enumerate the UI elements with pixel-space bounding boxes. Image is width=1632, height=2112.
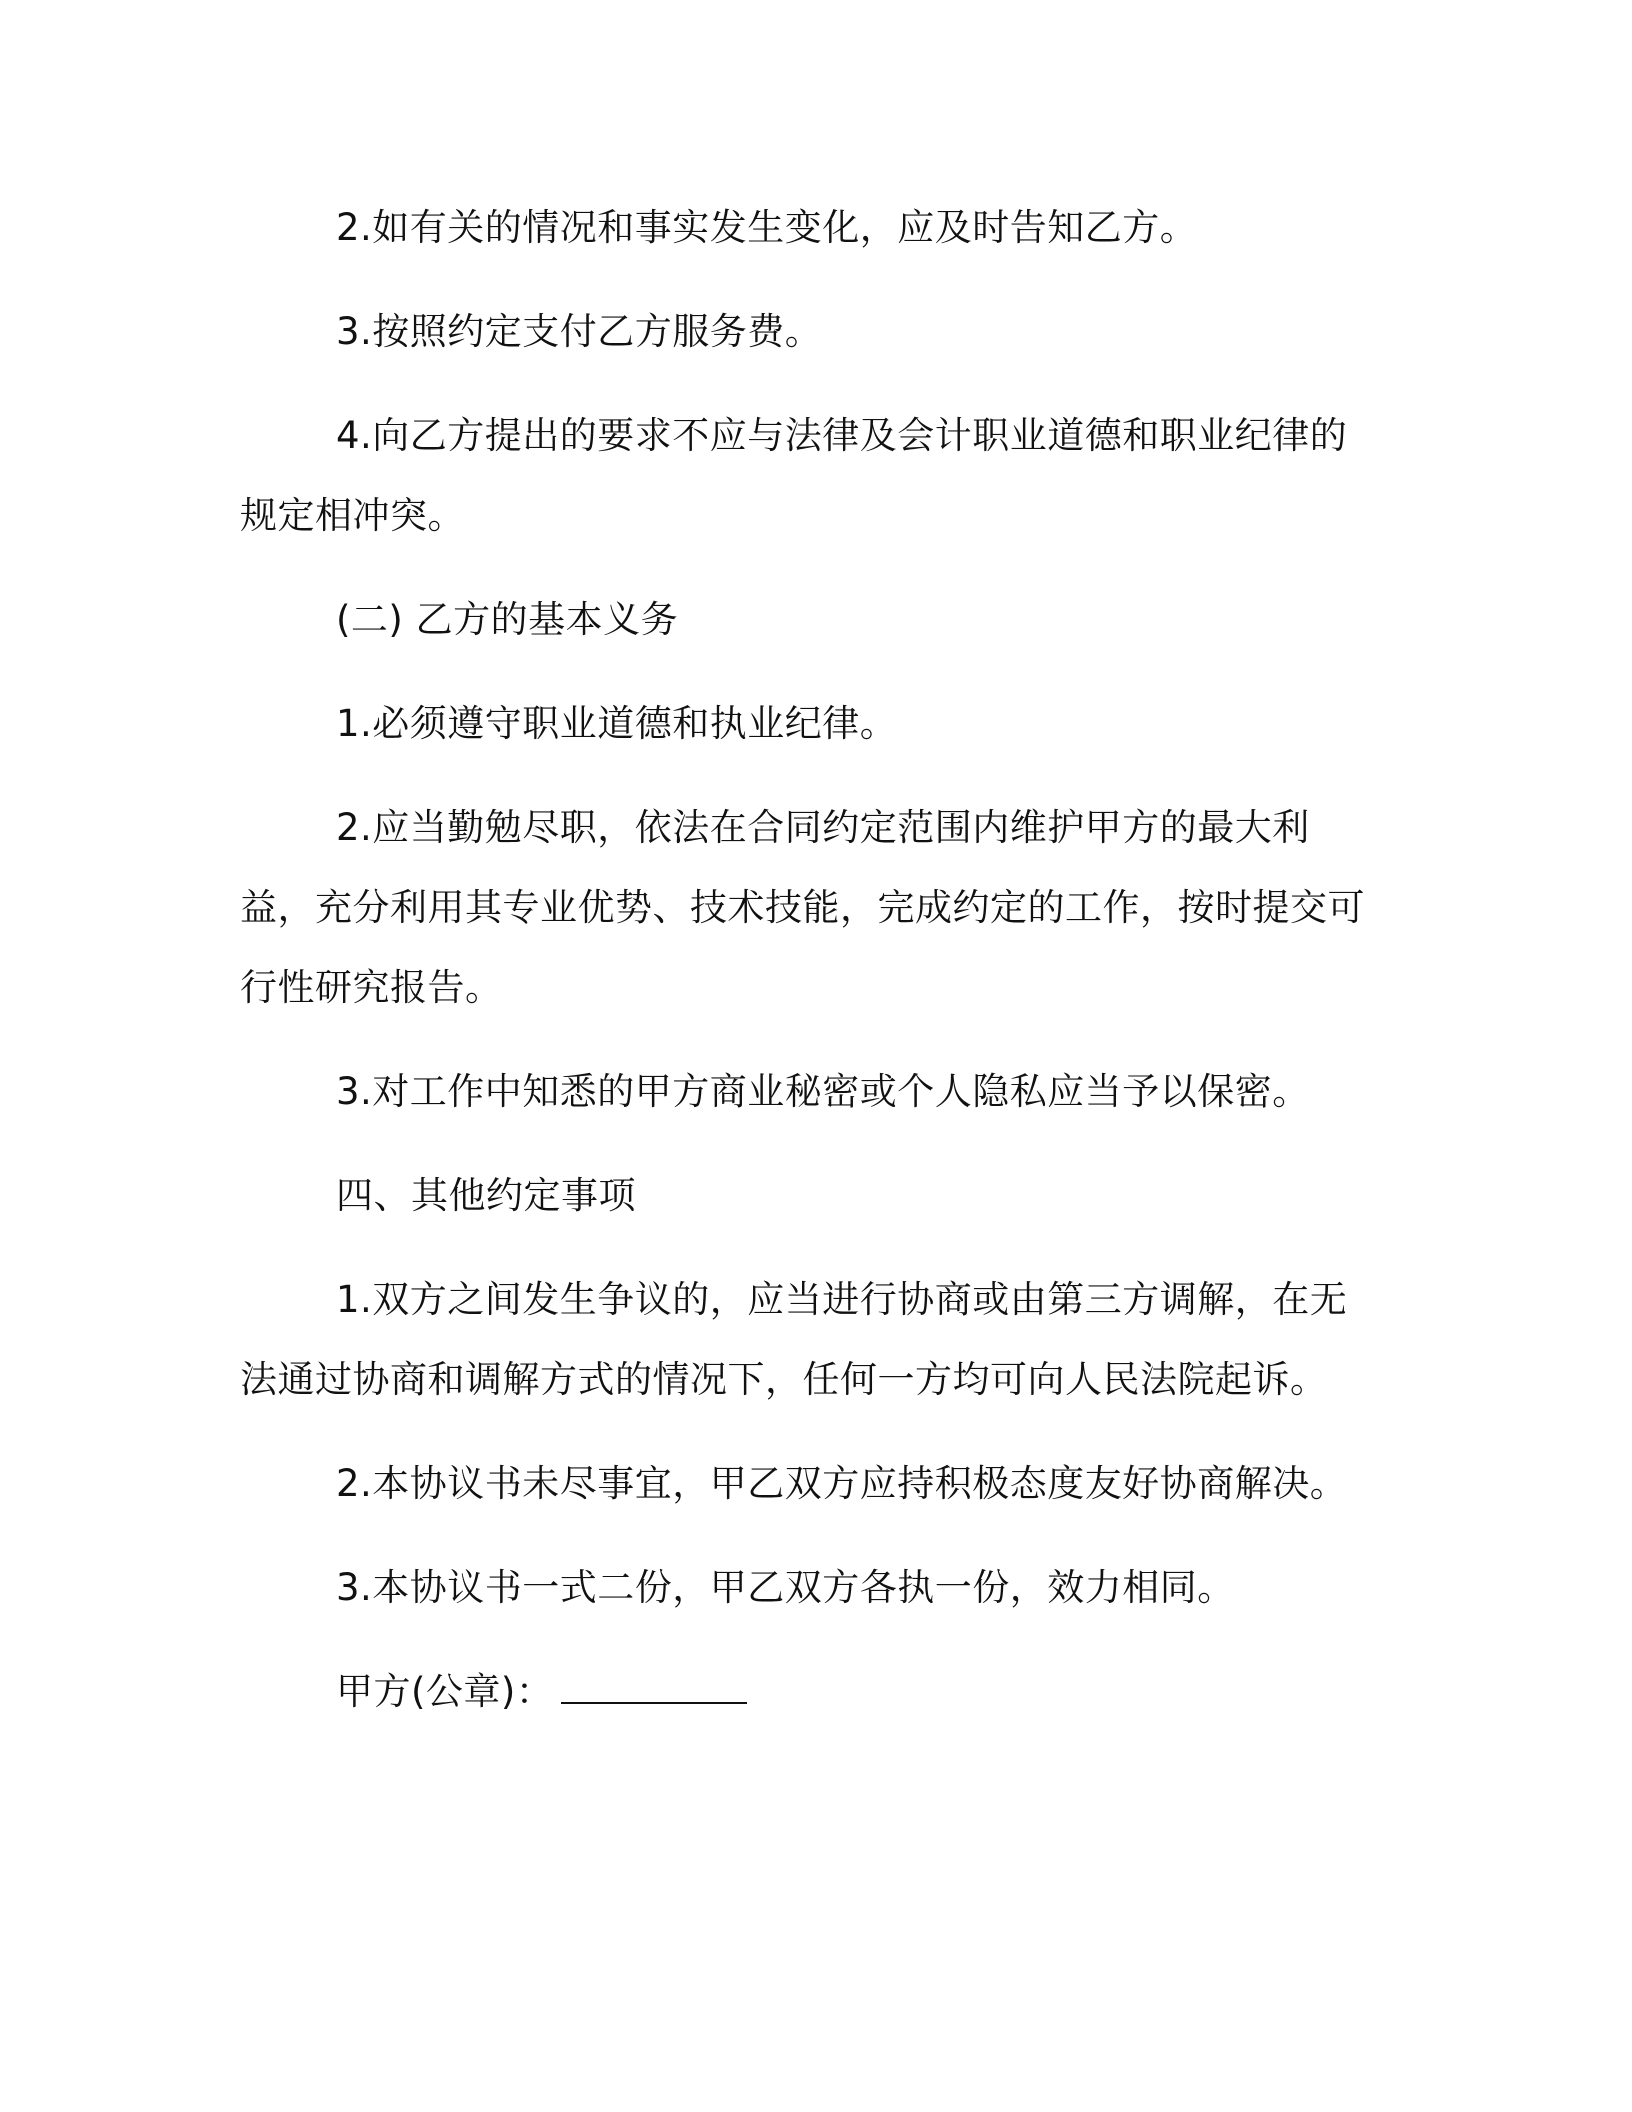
signature-blank bbox=[561, 1656, 747, 1704]
clause-paragraph: 1.双方之间发生争议的，应当进行协商或由第三方调解，在无法通过协商和调解方式的情况下，任何一方均可向人民法院起诉。 bbox=[240, 1278, 1348, 1401]
clause-paragraph: 2.本协议书未尽事宜，甲乙双方应持积极态度友好协商解决。 bbox=[336, 1462, 1348, 1505]
clause-paragraph: 3.本协议书一式二份，甲乙双方各执一份，效力相同。 bbox=[336, 1566, 1235, 1609]
signature-label: 甲方(公章)： bbox=[336, 1670, 554, 1713]
clause-paragraph: 4.向乙方提出的要求不应与法律及会计职业道德和职业纪律的规定相冲突。 bbox=[240, 414, 1348, 537]
clause-paragraph: 1.必须遵守职业道德和执业纪律。 bbox=[336, 702, 898, 745]
section-heading: (二) 乙方的基本义务 bbox=[336, 598, 679, 641]
clause-paragraph: 2.应当勤勉尽职，依法在合同约定范围内维护甲方的最大利益，充分利用其专业优势、技术技能，完成约定的工作，按时提交可行性研究报告。 bbox=[240, 806, 1365, 1009]
clause-paragraph: 2.如有关的情况和事实发生变化，应及时告知乙方。 bbox=[336, 206, 1198, 249]
section-heading: 四、其他约定事项 bbox=[336, 1174, 636, 1217]
signature-line bbox=[240, 1652, 1370, 1732]
clause-paragraph: 3.对工作中知悉的甲方商业秘密或个人隐私应当予以保密。 bbox=[336, 1070, 1310, 1113]
clause-paragraph: 3.按照约定支付乙方服务费。 bbox=[336, 310, 823, 353]
document-body bbox=[240, 188, 1370, 1756]
